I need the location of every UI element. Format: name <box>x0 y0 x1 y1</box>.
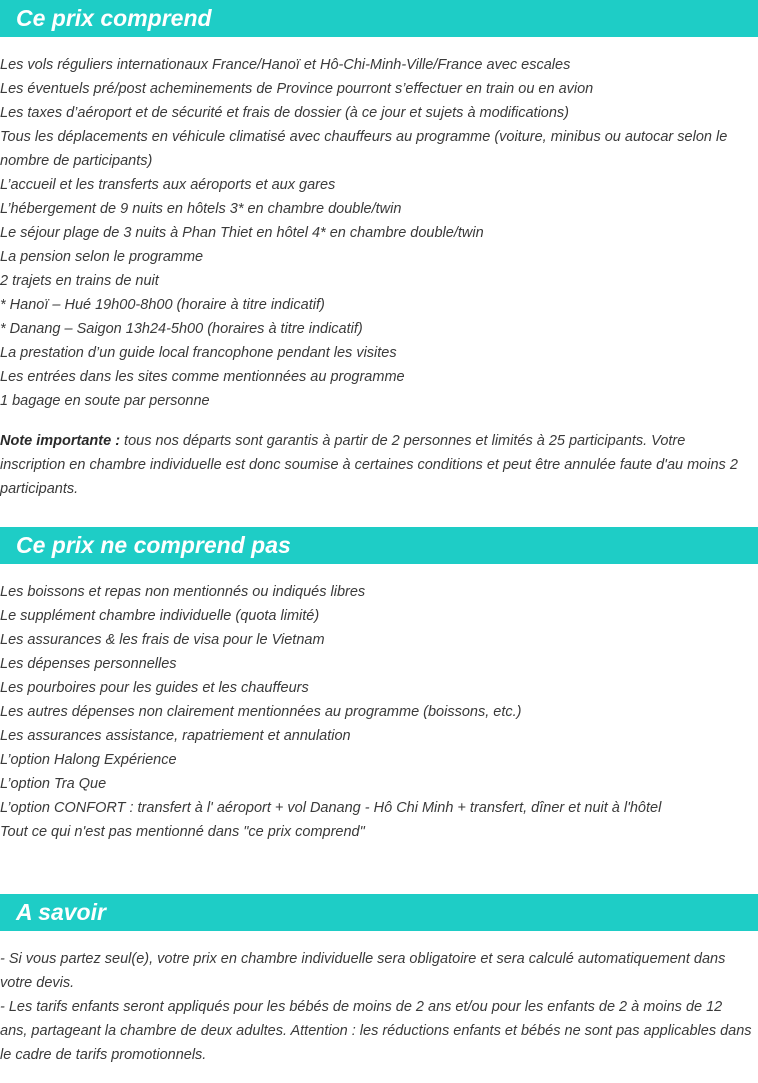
list-item: Les autres dépenses non clairement mentionnées au programme (boissons, etc.) <box>0 704 522 720</box>
list-item: L’option Tra Que <box>0 776 107 792</box>
note-label: Note importante : <box>0 433 121 449</box>
info-header <box>0 894 758 931</box>
list-item: L’accueil et les transferts aux aéroports et aux gares <box>0 177 336 193</box>
list-item: 2 trajets en trains de nuit <box>0 273 159 289</box>
info-paragraph: - Si vous partez seul(e), votre prix en chambre individuelle sera obligatoire et sera calculé automatiquement dans votre devis. <box>0 951 726 991</box>
includes-title: Ce prix comprend <box>16 5 212 31</box>
list-item: 1 bagage en soute par personne <box>0 393 210 409</box>
excludes-title: Ce prix ne comprend pas <box>16 532 291 558</box>
list-item: Les boissons et repas non mentionnés ou indiqués libres <box>0 584 366 600</box>
list-item: Les taxes d’aéroport et de sécurité et frais de dossier (à ce jour et sujets à modifications) <box>0 105 570 121</box>
includes-block <box>0 53 752 501</box>
list-item: La pension selon le programme <box>0 249 204 265</box>
info-block <box>0 947 752 1067</box>
list-item: Le supplément chambre individuelle (quota limité) <box>0 608 320 624</box>
excludes-header <box>0 527 758 564</box>
list-item: Les dépenses personnelles <box>0 656 177 672</box>
list-item: Les éventuels pré/post acheminements de Province pourront s’effectuer en train ou en avion <box>0 81 594 97</box>
list-item: Les pourboires pour les guides et les chauffeurs <box>0 680 309 696</box>
list-item: La prestation d’un guide local francophone pendant les visites <box>0 345 397 361</box>
list-item: Tous les déplacements en véhicule climatisé avec chauffeurs au programme (voiture, minibus ou autocar selon le nombre de participants) <box>0 129 728 169</box>
excludes-list <box>0 580 752 844</box>
includes-list <box>0 53 752 413</box>
list-item: * Hanoï – Hué 19h00-8h00 (horaire à titre indicatif) <box>0 297 325 313</box>
list-item: Les assurances assistance, rapatriement et annulation <box>0 728 351 744</box>
list-item: L’option Halong Expérience <box>0 752 177 768</box>
info-title: A savoir <box>16 899 106 925</box>
list-item: Les assurances & les frais de visa pour le Vietnam <box>0 632 325 648</box>
info-paragraph: - Les tarifs enfants seront appliqués pour les bébés de moins de 2 ans et/ou pour les enfants de 2 à moins de 12 ans, partageant la chambre de deux adultes. Attention : les réductions enfants et bébés ne sont pas applicables dans le cadre de tarifs promotionnels. <box>0 999 752 1063</box>
list-item: L’hébergement de 9 nuits en hôtels 3* en chambre double/twin <box>0 201 402 217</box>
includes-header <box>0 0 758 37</box>
list-item: Les vols réguliers internationaux France/Hanoï et Hô-Chi-Minh-Ville/France avec escales <box>0 57 571 73</box>
list-item: Le séjour plage de 3 nuits à Phan Thiet en hôtel 4* en chambre double/twin <box>0 225 484 241</box>
important-note <box>0 429 752 501</box>
excludes-block <box>0 580 752 844</box>
note-text: tous nos départs sont garantis à partir de 2 personnes et limités à 25 participants. Votre inscription en chambre individuelle est donc soumise à certaines conditions et peut être annulée faute d'au moins 2 participants. <box>0 433 738 497</box>
list-item: * Danang – Saigon 13h24-5h00 (horaires à titre indicatif) <box>0 321 363 337</box>
list-item: Les entrées dans les sites comme mentionnées au programme <box>0 369 405 385</box>
list-item: L’option CONFORT : transfert à l' aéroport + vol Danang - Hô Chi Minh + transfert, dîner et nuit à l'hôtel <box>0 800 662 816</box>
list-item: Tout ce qui n'est pas mentionné dans "ce prix comprend" <box>0 824 365 840</box>
